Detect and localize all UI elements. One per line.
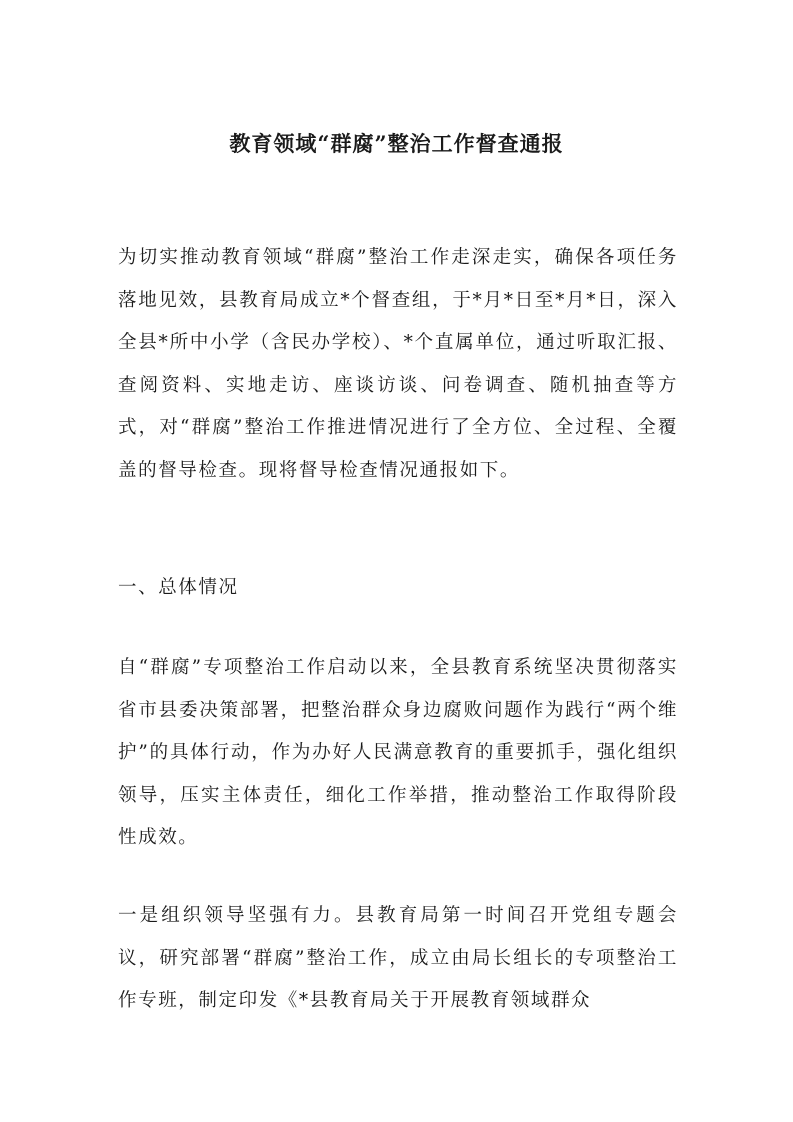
intro-paragraph: 为切实推动教育领域“群腐”整治工作走深走实，确保各项任务落地见效，县教育局成立*个督查组，于*月*日至*月*日，深入全县*所中小学（含民办学校）、*个直属单位，通过听取汇报、查阅资料、实地走访、座谈访谈、问卷调查、随机抽查等方式，对“群腐”整治工作推进情况进行了全方位、全过程、全覆盖的督导检查。现将督导检查情况通报如下。: [118, 247, 678, 481]
section-heading-overall: 一、总体情况: [118, 577, 239, 598]
overall-paragraph: 自“群腐”专项整治工作启动以来，全县教育系统坚决贯彻落实省市县委决策部署，把整治群众身边腐败问题作为践行“两个维护”的具体行动，作为办好人民满意教育的重要抓手，强化组织领导，压实主体责任，细化工作举措，推动整治工作取得阶段性成效。: [118, 657, 678, 848]
document-title: 教育领域“群腐”整治工作督查通报: [229, 131, 564, 156]
organization-paragraph: 一是组织领导坚强有力。县教育局第一时间召开党组专题会议，研究部署“群腐”整治工作，成立由局长组长的专项整治工作专班，制定印发《*县教育局关于开展教育领域群众: [118, 905, 678, 1011]
